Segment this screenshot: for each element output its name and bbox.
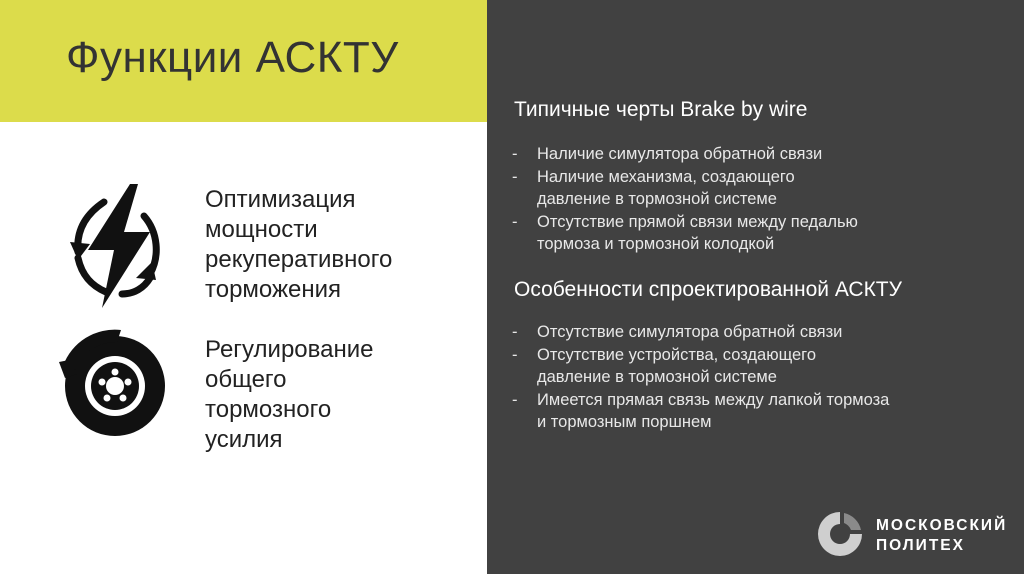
list-item: - Отсутствие прямой связи между педалью тормоза и тормозной колодкой xyxy=(512,211,858,256)
logo-text: МОСКОВСКИЙ ПОЛИТЕХ xyxy=(876,517,1008,554)
list-brake-by-wire xyxy=(512,143,858,256)
feature-text-braking-force: Регулирование общего тормозного усилия xyxy=(205,336,374,453)
list-item: - Наличие симулятора обратной связи xyxy=(512,143,858,166)
list-item: - Отсутствие симулятора обратной связи xyxy=(512,321,889,344)
list-item: - Отсутствие устройства, создающего давление в тормозной системе xyxy=(512,344,889,389)
heading-designed-asktu: Особенности спроектированной АСКТУ xyxy=(514,278,902,301)
list-item: - Имеется прямая связь между лапкой тормоза и тормозным поршнем xyxy=(512,389,889,434)
list-designed-asktu xyxy=(512,321,889,434)
feature-text-recuperation: Оптимизация мощности рекуперативного торможения xyxy=(205,186,393,303)
lightning-cycle-icon xyxy=(68,180,168,312)
brake-disc-icon xyxy=(55,326,170,441)
list-item: - Наличие механизма, создающего давление в тормозной системе xyxy=(512,166,858,211)
slide-title: Функции АСКТУ xyxy=(66,33,399,82)
heading-brake-by-wire: Типичные черты Brake by wire xyxy=(514,98,808,121)
mospolytech-logo-icon xyxy=(814,508,866,560)
